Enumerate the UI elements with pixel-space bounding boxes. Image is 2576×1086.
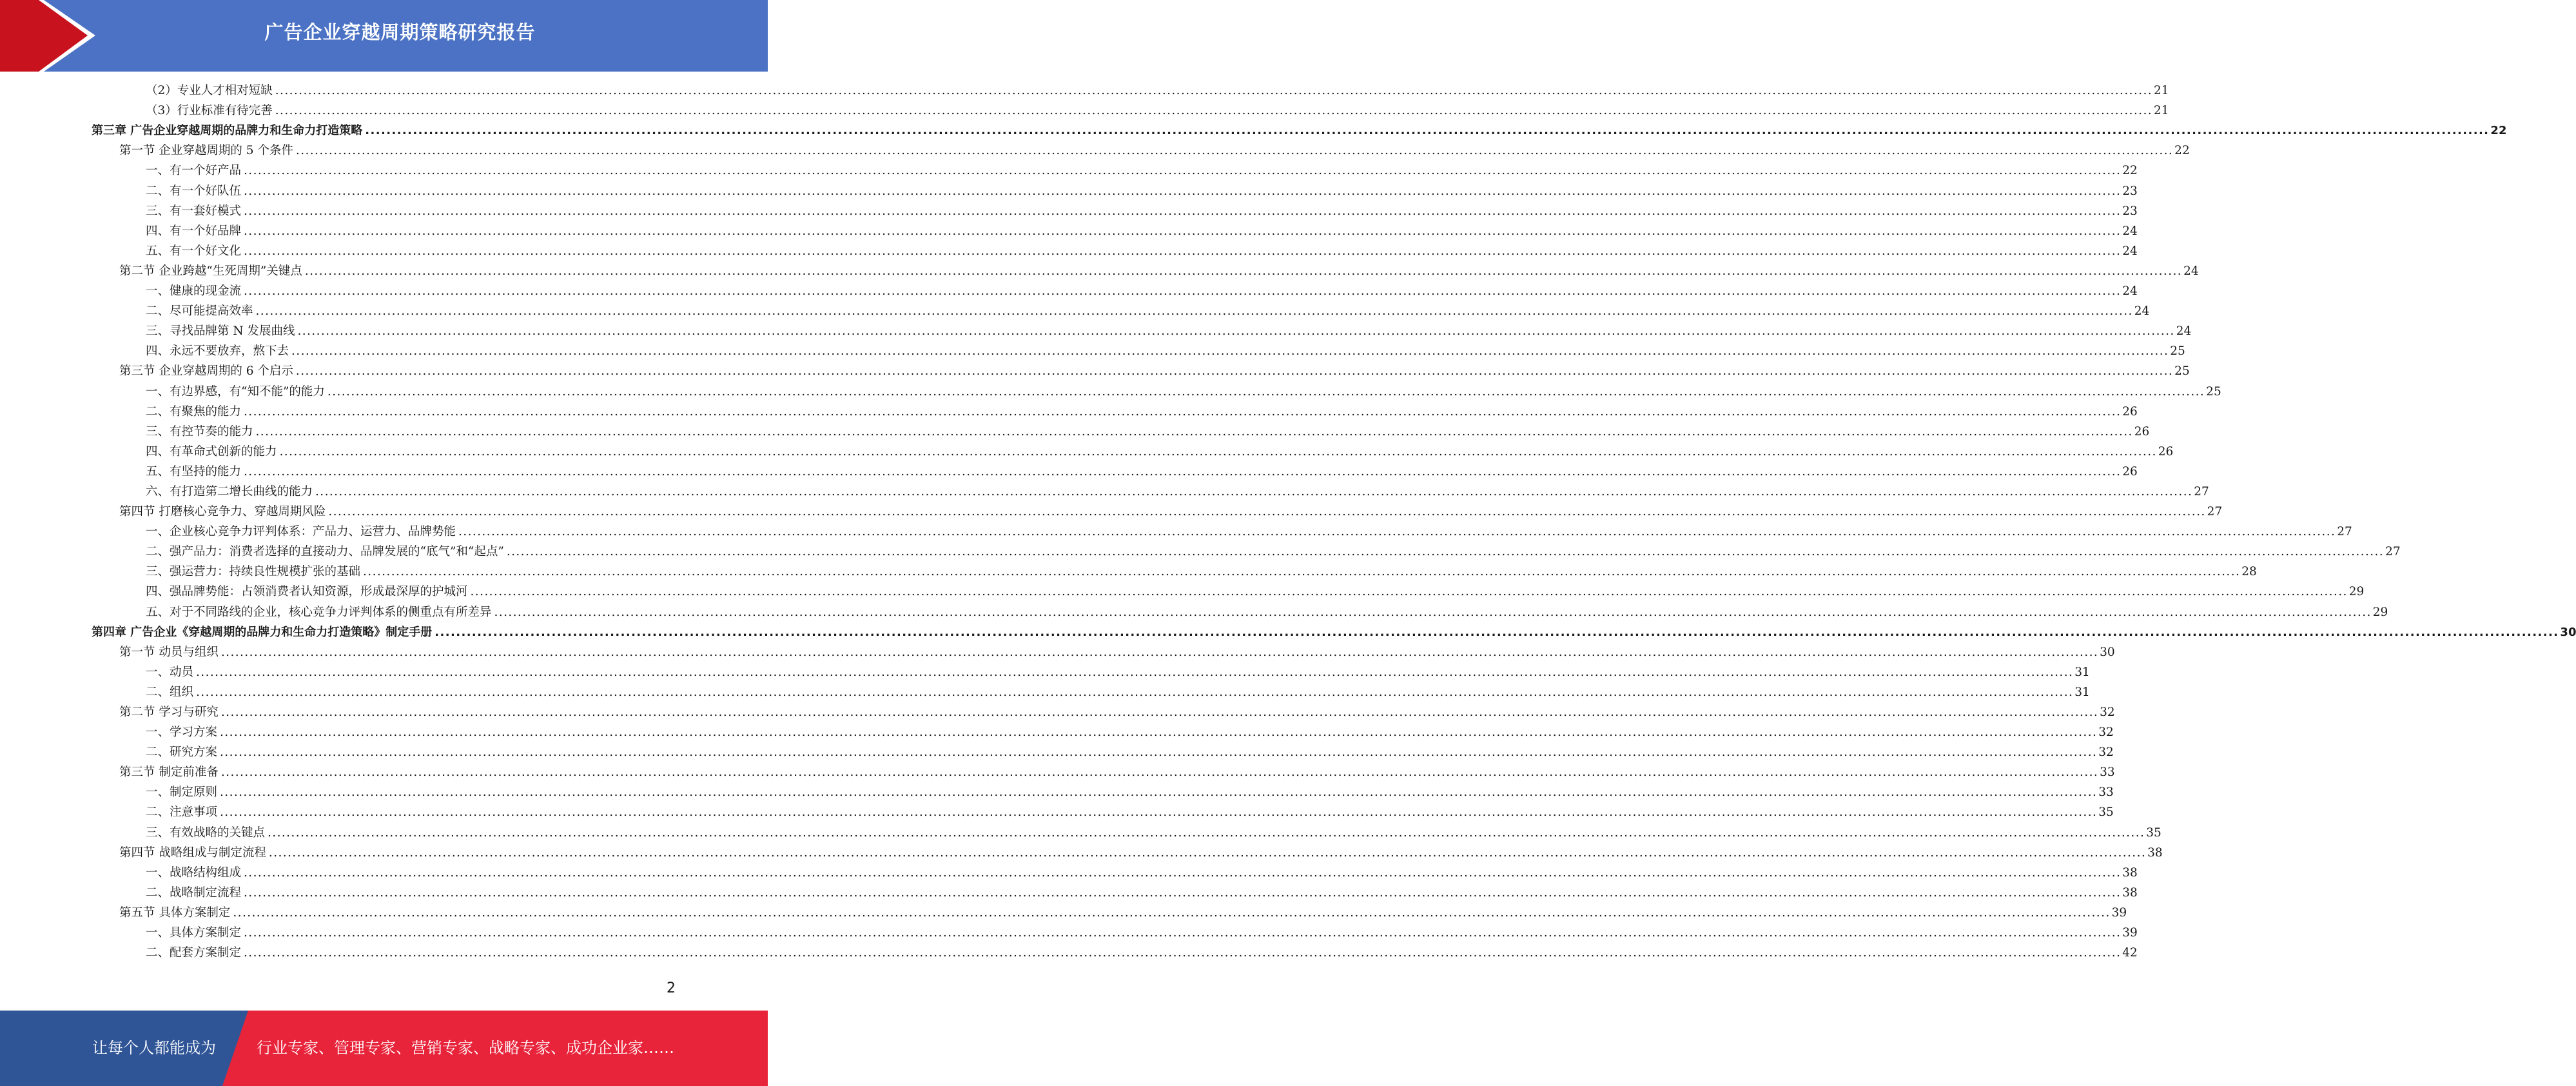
toc-entry-page: 21	[2154, 84, 2169, 98]
toc-entry-item[interactable]	[0, 162, 2138, 182]
toc-entry-line	[146, 164, 2138, 178]
toc-entry-title: 二、战略制定流程	[146, 885, 242, 900]
toc-entry-title: 二、研究方案	[146, 745, 218, 760]
toc-dot-leader: ................................................................................................................................................................................................................................................................................................................................................................................................................	[304, 264, 2183, 278]
toc-dot-leader: ................................................................................................................................................................................................................................................................................................................................................................................................................	[244, 404, 2122, 419]
toc-entry-item[interactable]	[0, 884, 2138, 904]
toc-entry-title: 第一节 企业穿越周期的 5 个条件	[119, 144, 293, 158]
footer-slogan-right: 行业专家、管理专家、营销专家、战略专家、成功企业家……	[257, 1039, 674, 1057]
toc-entry-line	[119, 905, 2127, 920]
toc-entry-chapter[interactable]	[0, 624, 2576, 644]
toc-entry-page: 24	[2122, 224, 2138, 238]
toc-entry-title: 第三节 制定前准备	[119, 765, 219, 780]
toc-dot-leader: ................................................................................................................................................................................................................................................................................................................................................................................................................	[327, 384, 2205, 399]
toc-entry-line	[146, 585, 2365, 599]
toc-dot-leader: ................................................................................................................................................................................................................................................................................................................................................................................................................	[244, 244, 2122, 258]
toc-entry-page: 24	[2183, 264, 2199, 278]
toc-entry-title: 五、有坚持的能力	[146, 464, 242, 479]
toc-entry-page: 31	[2074, 665, 2090, 679]
toc-entry-sub[interactable]	[0, 102, 2169, 122]
toc-entry-section[interactable]	[0, 362, 2190, 382]
toc-entry-title: 一、有一个好产品	[146, 164, 242, 178]
toc-entry-line	[146, 424, 2150, 439]
toc-entry-page: 32	[2100, 706, 2115, 719]
header-arrow-decoration	[0, 0, 103, 72]
toc-entry-section[interactable]	[0, 262, 2199, 282]
toc-dot-leader: ................................................................................................................................................................................................................................................................................................................................................................................................................	[275, 84, 2153, 98]
toc-dot-leader: ................................................................................................................................................................................................................................................................................................................................................................................................................	[291, 344, 2169, 359]
toc-dot-leader: ................................................................................................................................................................................................................................................................................................................................................................................................................	[220, 726, 2098, 740]
toc-entry-page: 22	[2490, 124, 2507, 138]
toc-entry-line	[146, 665, 2090, 680]
toc-entry-title: 一、健康的现金流	[146, 284, 242, 299]
toc-entry-line	[146, 805, 2114, 820]
toc-entry-title: 一、企业核心竞争力评判体系：产品力、运营力、品牌势能	[146, 525, 456, 539]
toc-entry-title: 二、有聚焦的能力	[146, 404, 242, 419]
toc-entry-title: 第二节 企业跨越“生死周期”关键点	[119, 264, 302, 278]
toc-entry-sub[interactable]	[0, 82, 2169, 102]
toc-entry-section[interactable]	[0, 904, 2127, 924]
toc-dot-leader: ................................................................................................................................................................................................................................................................................................................................................................................................................	[233, 905, 2111, 920]
toc-entry-line	[119, 505, 2223, 519]
toc-entry-page: 32	[2098, 745, 2114, 760]
toc-entry-line	[146, 726, 2114, 740]
toc-entry-title: 三、有一套好模式	[146, 204, 242, 218]
toc-entry-page: 33	[2098, 785, 2114, 800]
toc-entry-item[interactable]	[0, 724, 2114, 744]
toc-entry-line	[146, 284, 2138, 299]
toc-entry-line	[119, 645, 2115, 660]
toc-entry-section[interactable]	[0, 764, 2115, 784]
toc-dot-leader: ................................................................................................................................................................................................................................................................................................................................................................................................................	[506, 545, 2385, 559]
toc-entry-page: 38	[2122, 865, 2138, 880]
toc-dot-leader: ................................................................................................................................................................................................................................................................................................................................................................................................................	[196, 665, 2074, 679]
toc-entry-item[interactable]	[0, 403, 2138, 423]
toc-entry-item[interactable]	[0, 784, 2114, 804]
toc-entry-line	[146, 184, 2138, 199]
toc-dot-leader: ................................................................................................................................................................................................................................................................................................................................................................................................................	[295, 364, 2174, 379]
toc-entry-chapter[interactable]	[0, 122, 2507, 142]
toc-dot-leader: ................................................................................................................................................................................................................................................................................................................................................................................................................	[279, 444, 2157, 459]
toc-entry-title: 四、永远不要放弃，熬下去	[146, 344, 289, 359]
toc-entry-title: 五、对于不同路线的企业，核心竞争力评判体系的侧重点有所差异	[146, 605, 492, 619]
toc-entry-section[interactable]	[0, 142, 2190, 162]
toc-dot-leader: ................................................................................................................................................................................................................................................................................................................................................................................................................	[220, 706, 2099, 719]
toc-entry-page: 30	[2560, 625, 2576, 639]
toc-entry-page: 22	[2122, 164, 2138, 178]
toc-entry-title: 四、有一个好品牌	[146, 224, 242, 238]
toc-entry-page: 25	[2206, 384, 2221, 399]
toc-dot-leader: ................................................................................................................................................................................................................................................................................................................................................................................................................	[244, 885, 2122, 900]
toc-entry-page: 26	[2122, 404, 2138, 419]
toc-entry-title: 二、组织	[146, 685, 194, 699]
toc-dot-leader: ................................................................................................................................................................................................................................................................................................................................................................................................................	[244, 164, 2122, 178]
toc-entry-line	[146, 865, 2138, 880]
toc-entry-line	[119, 845, 2163, 860]
toc-entry-line	[146, 926, 2138, 940]
toc-entry-item[interactable]	[0, 443, 2174, 463]
toc-entry-item[interactable]	[0, 804, 2114, 824]
toc-entry-item[interactable]	[0, 824, 2161, 844]
toc-dot-leader: ................................................................................................................................................................................................................................................................................................................................................................................................................	[295, 144, 2174, 158]
toc-entry-line	[146, 545, 2401, 559]
toc-entry-item[interactable]	[0, 603, 2388, 623]
toc-entry-page: 27	[2194, 484, 2209, 499]
toc-entry-line	[146, 344, 2185, 359]
toc-entry-title: 三、有控节奏的能力	[146, 424, 253, 439]
toc-entry-item[interactable]	[0, 302, 2150, 322]
toc-dot-leader: ................................................................................................................................................................................................................................................................................................................................................................................................................	[470, 585, 2348, 599]
toc-entry-title: 二、尽可能提高效率	[146, 304, 253, 319]
toc-dot-leader: ................................................................................................................................................................................................................................................................................................................................................................................................................	[297, 324, 2175, 339]
toc-entry-line	[146, 825, 2161, 840]
toc-entry-line	[146, 204, 2138, 219]
toc-entry-item[interactable]	[0, 483, 2209, 503]
toc-entry-item[interactable]	[0, 684, 2090, 704]
toc-entry-item[interactable]	[0, 944, 2138, 964]
toc-entry-item[interactable]	[0, 242, 2138, 262]
toc-entry-item[interactable]	[0, 924, 2138, 944]
toc-entry-title: （3）行业标准有待完善	[146, 104, 273, 118]
toc-entry-line	[146, 244, 2138, 259]
toc-entry-item[interactable]	[0, 463, 2138, 483]
toc-entry-page: 29	[2348, 585, 2365, 599]
toc-entry-page: 27	[2337, 525, 2352, 539]
toc-entry-title: 四、强品牌势能：占领消费者认知资源，形成最深厚的护城河	[146, 585, 468, 599]
toc-entry-item[interactable]	[0, 382, 2221, 402]
toc-entry-page: 25	[2174, 364, 2190, 379]
toc-dot-leader: ................................................................................................................................................................................................................................................................................................................................................................................................................	[328, 505, 2206, 519]
toc-entry-item[interactable]	[0, 182, 2138, 202]
toc-entry-title: 一、制定原则	[146, 785, 218, 800]
toc-entry-section[interactable]	[0, 503, 2223, 523]
toc-dot-leader: ................................................................................................................................................................................................................................................................................................................................................................................................................	[365, 124, 2490, 138]
toc-entry-page: 23	[2122, 184, 2138, 198]
toc-entry-title: 一、动员	[146, 665, 194, 679]
toc-entry-page: 26	[2134, 424, 2150, 439]
toc-entry-item[interactable]	[0, 664, 2090, 684]
toc-entry-page: 39	[2111, 905, 2127, 920]
toc-entry-line	[119, 706, 2115, 720]
toc-entry-title: 三、寻找品牌第 N 发展曲线	[146, 324, 295, 339]
toc-entry-title: 六、有打造第二增长曲线的能力	[146, 484, 313, 499]
toc-dot-leader: ................................................................................................................................................................................................................................................................................................................................................................................................................	[268, 825, 2145, 840]
toc-entry-item[interactable]	[0, 222, 2138, 242]
toc-dot-leader: ................................................................................................................................................................................................................................................................................................................................................................................................................	[275, 104, 2153, 118]
page-header	[0, 0, 768, 72]
toc-entry-line	[146, 384, 2221, 399]
toc-entry-title: 一、学习方案	[146, 726, 218, 740]
toc-entry-title: （2）专业人才相对短缺	[146, 84, 273, 98]
toc-dot-leader: ................................................................................................................................................................................................................................................................................................................................................................................................................	[255, 304, 2133, 319]
toc-entry-item[interactable]	[0, 282, 2138, 302]
toc-entry-page: 24	[2176, 324, 2192, 339]
toc-dot-leader: ................................................................................................................................................................................................................................................................................................................................................................................................................	[363, 565, 2241, 579]
toc-entry-page: 24	[2122, 284, 2138, 299]
toc-entry-line	[119, 264, 2199, 279]
toc-entry-item[interactable]	[0, 563, 2257, 583]
toc-dot-leader: ................................................................................................................................................................................................................................................................................................................................................................................................................	[244, 224, 2122, 238]
report-title: 广告企业穿越周期策略研究报告	[264, 21, 536, 43]
toc-entry-page: 31	[2074, 685, 2090, 699]
toc-entry-page: 25	[2170, 344, 2185, 359]
toc-entry-line	[146, 444, 2174, 459]
toc-entry-title: 五、有一个好文化	[146, 244, 242, 258]
toc-dot-leader: ................................................................................................................................................................................................................................................................................................................................................................................................................	[255, 424, 2133, 439]
toc-entry-title: 一、具体方案制定	[146, 926, 242, 940]
toc-dot-leader: ................................................................................................................................................................................................................................................................................................................................................................................................................	[220, 785, 2098, 800]
toc-entry-line	[146, 946, 2138, 960]
toc-entry-line	[146, 525, 2352, 539]
toc-dot-leader: ................................................................................................................................................................................................................................................................................................................................................................................................................	[268, 845, 2147, 860]
toc-entry-line	[146, 565, 2257, 579]
toc-dot-leader: ................................................................................................................................................................................................................................................................................................................................................................................................................	[244, 926, 2122, 940]
toc-entry-title: 三、有效战略的关键点	[146, 825, 266, 840]
toc-entry-title: 第四节 打磨核心竞争力、穿越周期风险	[119, 505, 326, 519]
toc-entry-page: 35	[2098, 805, 2114, 820]
toc-entry-section[interactable]	[0, 844, 2163, 864]
toc-entry-page: 38	[2147, 845, 2163, 860]
toc-entry-page: 35	[2146, 825, 2161, 840]
toc-entry-title: 第五节 具体方案制定	[119, 905, 231, 920]
footer-slogan-left: 让每个人都能成为	[92, 1039, 216, 1057]
toc-entry-item[interactable]	[0, 744, 2114, 764]
toc-entry-page: 30	[2100, 645, 2115, 659]
toc-entry-line	[92, 625, 2576, 640]
toc-entry-title: 第四节 战略组成与制定流程	[119, 845, 266, 860]
toc-entry-line	[146, 484, 2209, 499]
toc-entry-line	[119, 144, 2190, 158]
toc-entry-item[interactable]	[0, 423, 2150, 443]
toc-entry-title: 第二节 学习与研究	[119, 706, 219, 719]
page-footer	[0, 1011, 768, 1086]
toc-entry-item[interactable]	[0, 523, 2352, 543]
toc-entry-title: 二、配套方案制定	[146, 946, 242, 960]
toc-entry-title: 二、强产品力：消费者选择的直接动力、品牌发展的“底气”和“起点”	[146, 545, 504, 559]
toc-dot-leader: ................................................................................................................................................................................................................................................................................................................................................................................................................	[220, 765, 2099, 780]
toc-entry-line	[146, 224, 2138, 239]
toc-entry-title: 三、强运营力：持续良性规模扩张的基础	[146, 565, 361, 579]
toc-entry-title: 四、有革命式创新的能力	[146, 444, 277, 459]
toc-entry-line	[146, 84, 2169, 98]
toc-entry-page: 21	[2154, 104, 2169, 118]
toc-entry-line	[146, 685, 2090, 700]
toc-entry-title: 二、有一个好队伍	[146, 184, 242, 198]
toc-dot-leader: ................................................................................................................................................................................................................................................................................................................................................................................................................	[244, 184, 2122, 198]
toc-entry-item[interactable]	[0, 202, 2138, 222]
toc-entry-page: 22	[2174, 144, 2190, 158]
toc-entry-item[interactable]	[0, 864, 2138, 884]
toc-entry-page: 24	[2134, 304, 2150, 319]
toc-dot-leader: ................................................................................................................................................................................................................................................................................................................................................................................................................	[244, 946, 2122, 960]
toc-entry-line	[146, 324, 2192, 339]
toc-entry-page: 38	[2122, 885, 2138, 900]
toc-entry-page: 26	[2122, 464, 2138, 479]
toc-entry-item[interactable]	[0, 342, 2185, 362]
toc-entry-line	[119, 364, 2190, 379]
table-of-contents	[0, 82, 2576, 964]
toc-entry-line	[146, 605, 2388, 620]
toc-entry-title: 二、注意事项	[146, 805, 218, 820]
toc-dot-leader: ................................................................................................................................................................................................................................................................................................................................................................................................................	[244, 204, 2122, 218]
toc-entry-title: 第三章 广告企业穿越周期的品牌力和生命力打造策略	[92, 124, 363, 138]
toc-entry-item[interactable]	[0, 322, 2192, 342]
toc-entry-title: 一、有边界感，有“知不能”的能力	[146, 384, 325, 399]
toc-entry-page: 33	[2100, 765, 2115, 780]
toc-dot-leader: ................................................................................................................................................................................................................................................................................................................................................................................................................	[220, 805, 2098, 820]
toc-dot-leader: ................................................................................................................................................................................................................................................................................................................................................................................................................	[494, 605, 2372, 619]
toc-entry-line	[92, 124, 2507, 138]
toc-entry-title: 第一节 动员与组织	[119, 645, 219, 659]
toc-entry-section[interactable]	[0, 644, 2115, 664]
toc-entry-page: 27	[2207, 505, 2223, 519]
toc-dot-leader: ................................................................................................................................................................................................................................................................................................................................................................................................................	[458, 525, 2336, 539]
toc-entry-line	[146, 304, 2150, 319]
toc-dot-leader: ................................................................................................................................................................................................................................................................................................................................................................................................................	[244, 865, 2122, 880]
toc-entry-page: 28	[2241, 565, 2257, 579]
toc-dot-leader: ................................................................................................................................................................................................................................................................................................................................................................................................................	[315, 484, 2193, 499]
toc-entry-title: 第四章 广告企业《穿越周期的品牌力和生命力打造策略》制定手册	[92, 625, 433, 639]
toc-entry-section[interactable]	[0, 704, 2115, 724]
toc-entry-page: 23	[2122, 204, 2138, 218]
toc-entry-item[interactable]	[0, 583, 2365, 603]
toc-dot-leader: ................................................................................................................................................................................................................................................................................................................................................................................................................	[220, 645, 2099, 659]
toc-entry-page: 26	[2158, 444, 2174, 459]
toc-entry-line	[119, 765, 2115, 780]
toc-entry-page: 27	[2385, 545, 2401, 559]
toc-dot-leader: ................................................................................................................................................................................................................................................................................................................................................................................................................	[220, 745, 2098, 760]
toc-dot-leader: ................................................................................................................................................................................................................................................................................................................................................................................................................	[434, 625, 2559, 639]
toc-entry-line	[146, 404, 2138, 419]
toc-entry-line	[146, 745, 2114, 760]
toc-entry-page: 39	[2122, 926, 2138, 940]
toc-entry-page: 42	[2122, 946, 2138, 960]
toc-entry-title: 第三节 企业穿越周期的 6 个启示	[119, 364, 293, 379]
toc-entry-page: 32	[2098, 726, 2114, 740]
toc-dot-leader: ................................................................................................................................................................................................................................................................................................................................................................................................................	[196, 685, 2074, 699]
toc-entry-page: 24	[2122, 244, 2138, 258]
toc-entry-title: 一、战略结构组成	[146, 865, 242, 880]
toc-dot-leader: ................................................................................................................................................................................................................................................................................................................................................................................................................	[244, 284, 2122, 299]
toc-entry-page: 29	[2372, 605, 2388, 619]
toc-entry-line	[146, 785, 2114, 800]
toc-entry-line	[146, 104, 2169, 118]
page-number: 2	[667, 980, 676, 996]
toc-dot-leader: ................................................................................................................................................................................................................................................................................................................................................................................................................	[244, 464, 2122, 479]
toc-entry-item[interactable]	[0, 543, 2401, 563]
toc-entry-line	[146, 885, 2138, 900]
toc-entry-line	[146, 464, 2138, 479]
